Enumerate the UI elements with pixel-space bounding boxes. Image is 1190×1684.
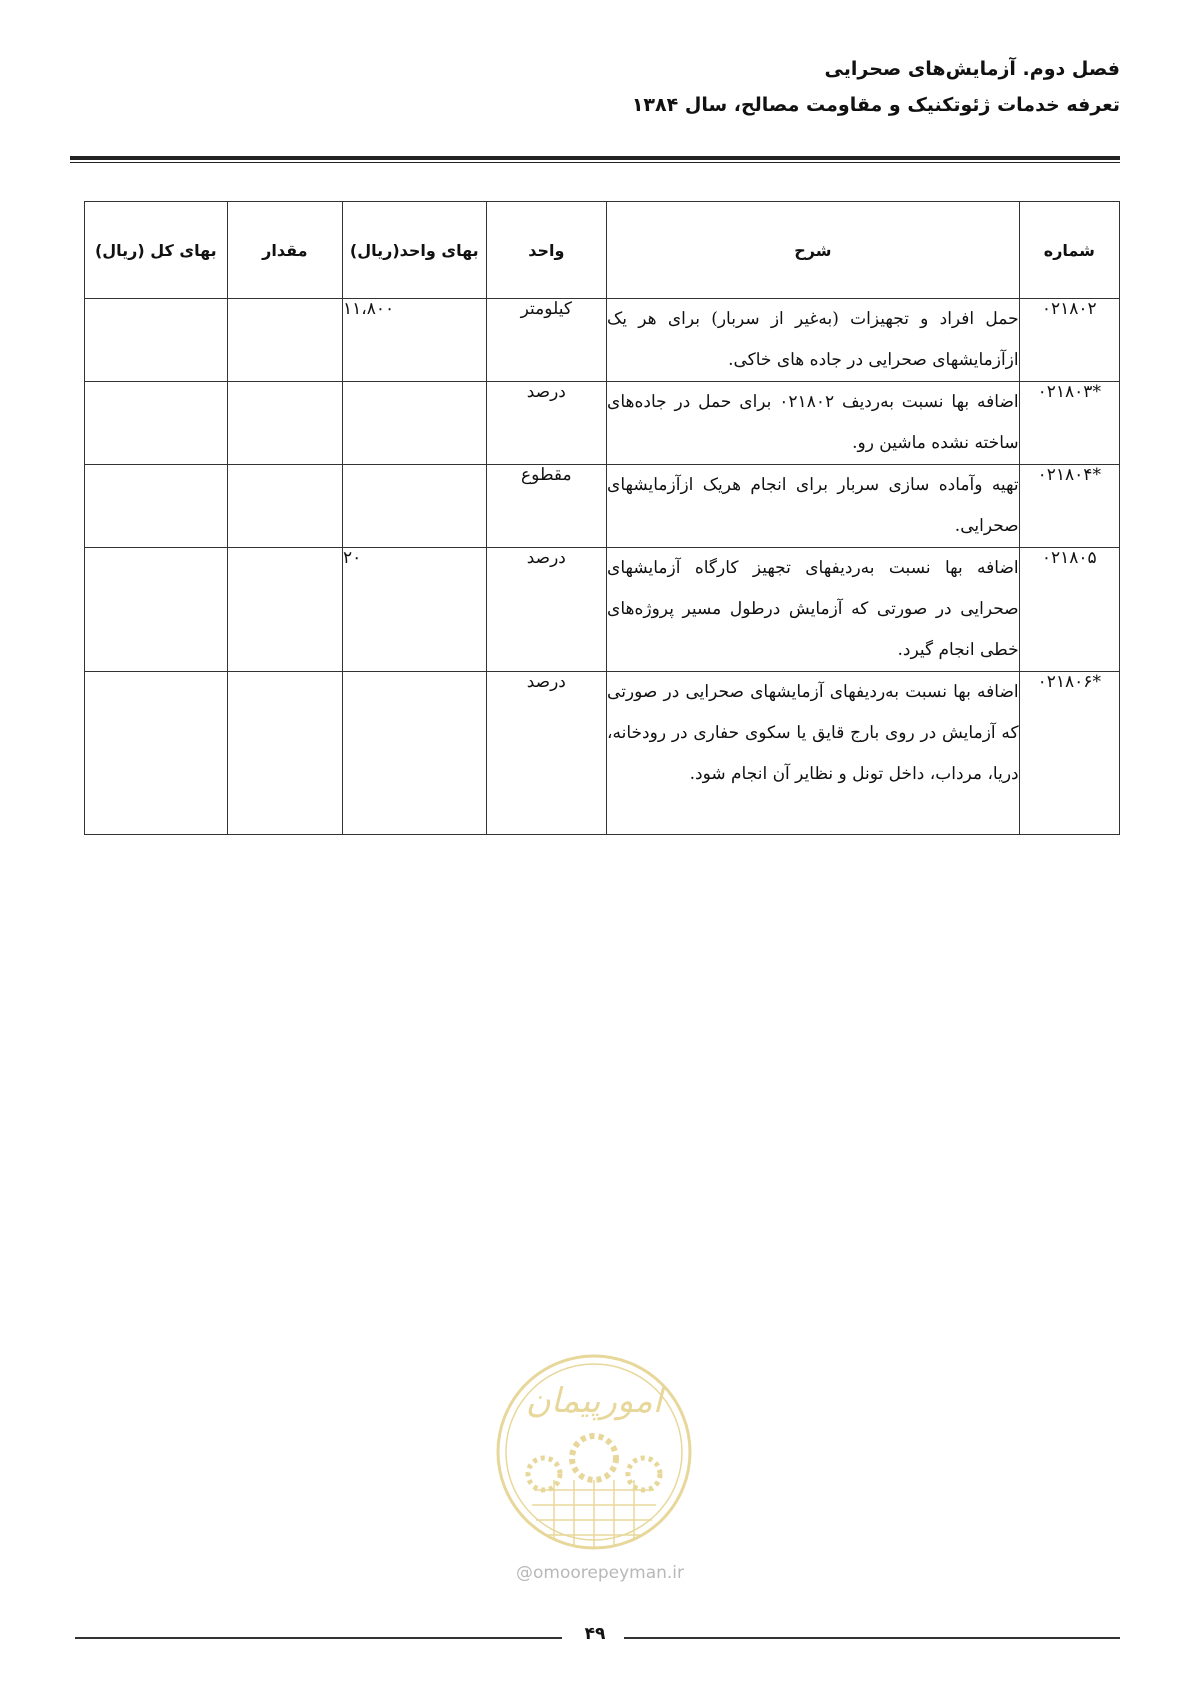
row-number: *۰۲۱۸۰۴ bbox=[1019, 465, 1119, 548]
document-subtitle: تعرفه خدمات ژئوتکنیک و مقاومت مصالح، سال ۱۳۸۴ bbox=[631, 94, 1120, 116]
page-number: ۴۹ bbox=[584, 1624, 606, 1644]
table-row bbox=[85, 299, 1120, 382]
table-row bbox=[85, 672, 1120, 835]
row-description: اضافه بها نسبت به‌ردیف ۰۲۱۸۰۲ برای حمل در جاده‌های ساخته نشده ماشین رو. bbox=[607, 382, 1020, 465]
header-quantity: مقدار bbox=[227, 202, 342, 299]
header-unit: واحد bbox=[486, 202, 606, 299]
row-total-price bbox=[85, 382, 228, 465]
row-unit-price bbox=[343, 672, 487, 835]
table-row bbox=[85, 382, 1120, 465]
row-quantity bbox=[227, 382, 342, 465]
watermark-logo bbox=[494, 1340, 694, 1575]
row-unit-price: ۲۰ bbox=[343, 548, 487, 672]
row-total-price bbox=[85, 299, 228, 382]
header-unit-price: بهای واحد(ریال) bbox=[343, 202, 487, 299]
row-unit: کیلومتر bbox=[486, 299, 606, 382]
row-quantity bbox=[227, 672, 342, 835]
row-description: اضافه بها نسبت به‌ردیفهای تجهیز کارگاه آزمایشهای صحرایی در صورتی که آزمایش درطول مسیر پروژه‌های خطی انجام گیرد. bbox=[607, 548, 1020, 672]
header-number: شماره bbox=[1019, 202, 1119, 299]
row-description: اضافه بها نسبت به‌ردیفهای آزمایشهای صحرایی در صورتی که آزمایش در روی بارج قایق یا سکوی حفاری در رودخانه، دریا، مرداب، داخل تونل و نظایر آن انجام شود. bbox=[607, 672, 1020, 835]
header-divider-thin bbox=[70, 162, 1120, 163]
row-quantity bbox=[227, 299, 342, 382]
chapter-title: فصل دوم. آزمایش‌های صحرایی bbox=[824, 58, 1120, 80]
row-description: تهیه وآماده سازی سربار برای انجام هریک ازآزمایشهای صحرایی. bbox=[607, 465, 1020, 548]
watermark-url: @omoorepeyman.ir bbox=[515, 1563, 685, 1583]
table-header-row bbox=[85, 202, 1120, 299]
row-quantity bbox=[227, 465, 342, 548]
watermark-logo-text: امورپیمان bbox=[525, 1381, 663, 1421]
header-total-price: بهای کل (ریال) bbox=[85, 202, 228, 299]
page-header bbox=[70, 58, 1120, 116]
row-total-price bbox=[85, 672, 228, 835]
row-number: *۰۲۱۸۰۳ bbox=[1019, 382, 1119, 465]
row-unit: درصد bbox=[486, 382, 606, 465]
row-number: ۰۲۱۸۰۲ bbox=[1019, 299, 1119, 382]
row-unit-price bbox=[343, 465, 487, 548]
row-unit-price: ۱۱،۸۰۰ bbox=[343, 299, 487, 382]
footer-rule-left bbox=[75, 1637, 562, 1639]
header-description: شرح bbox=[607, 202, 1020, 299]
row-unit: درصد bbox=[486, 548, 606, 672]
row-quantity bbox=[227, 548, 342, 672]
row-number: ۰۲۱۸۰۵ bbox=[1019, 548, 1119, 672]
row-total-price bbox=[85, 548, 228, 672]
row-total-price bbox=[85, 465, 228, 548]
row-unit: درصد bbox=[486, 672, 606, 835]
table-row bbox=[85, 548, 1120, 672]
header-divider-thick bbox=[70, 156, 1120, 160]
footer-rule-right bbox=[624, 1637, 1120, 1639]
row-number: *۰۲۱۸۰۶ bbox=[1019, 672, 1119, 835]
table-row bbox=[85, 465, 1120, 548]
row-unit-price bbox=[343, 382, 487, 465]
row-unit: مقطوع bbox=[486, 465, 606, 548]
tariff-table bbox=[84, 201, 1120, 835]
row-description: حمل افراد و تجهیزات (به‌غیر از سربار) برای هر یک ازآزمایشهای صحرایی در جاده های خاکی. bbox=[607, 299, 1020, 382]
